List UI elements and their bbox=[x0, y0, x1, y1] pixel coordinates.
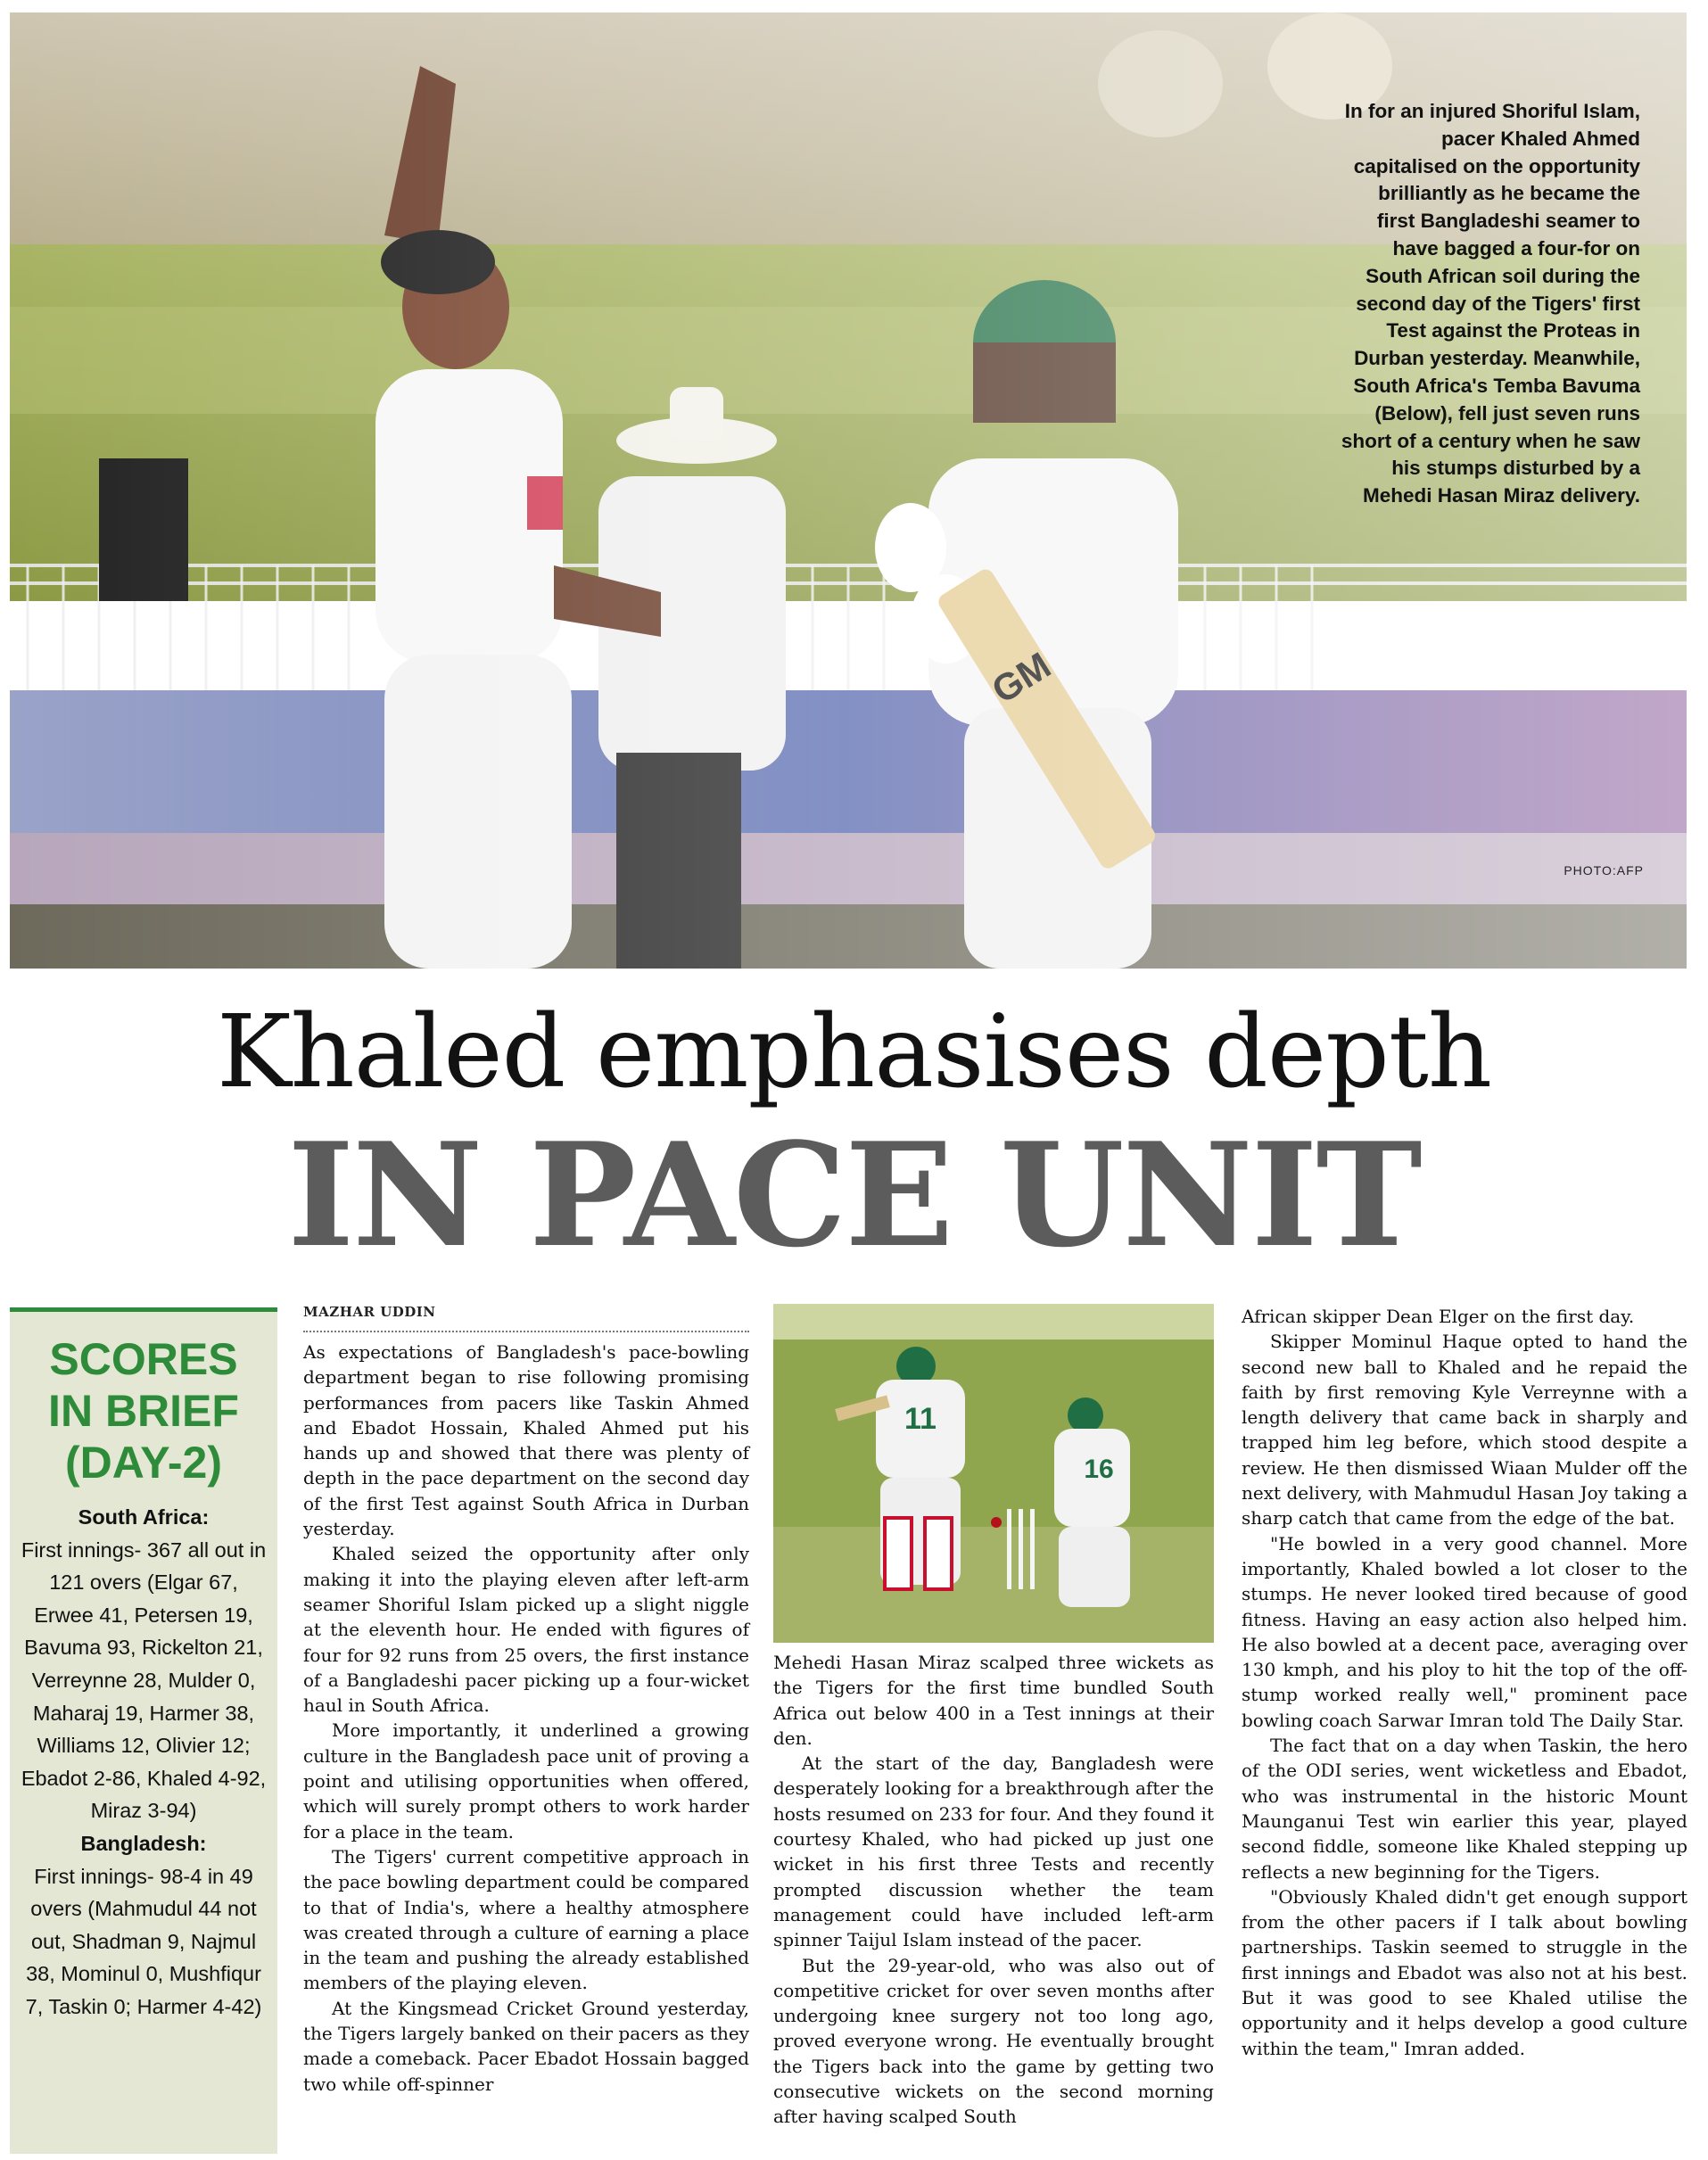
photo-credit: PHOTO:AFP bbox=[1564, 863, 1644, 878]
byline-divider bbox=[303, 1331, 749, 1332]
paragraph: African skipper Dean Elger on the first day. bbox=[1242, 1306, 1635, 1327]
scores-title-line: IN BRIEF bbox=[48, 1386, 239, 1436]
inset-photo bbox=[773, 1304, 1214, 1643]
main-photo bbox=[10, 12, 1687, 969]
paragraph: Mehedi Hasan Miraz scalped three wickets as the Tigers for the first time bundled South Africa out below 400 in a Test innings at their den. bbox=[773, 1652, 1214, 1749]
paragraph: Skipper Mominul Haque opted to hand the second new ball to Khaled and he repaid the faith by first removing Kyle Verreynne with a length delivery that came back in sharply and trapped him leg before, which stood despite a review. He then dismissed Wiaan Mulder off the next delivery, with Mahmudul Hasan Joy taking a sharp catch that came from the edge of the bat. bbox=[1242, 1331, 1687, 1529]
scores-title bbox=[10, 1333, 277, 1488]
scores-body bbox=[10, 1488, 277, 2024]
paragraph: The Tigers' current competitive approach in the pace bowling department could be compared to that of India's, where a healthy atmosphere was created through a culture of earning a place in the team and pushing the already established members of the playing eleven. bbox=[303, 1845, 749, 1994]
article-column-3 bbox=[1242, 1304, 1687, 2061]
team-south-africa-score: First innings- 367 all out in 121 overs (Elgar 67, Erwee 41, Petersen 19, Bavuma 93, Rickelton 21, Verreynne 28, Mulder 0, Maharaj 19, Harmer 38, Williams 12, Olivier 12; Ebadot 2-86, Khaled 4-92, Miraz 3-94) bbox=[21, 1538, 267, 1823]
inset-photo-illustration bbox=[773, 1304, 1214, 1643]
headline-line-1: Khaled emphasises depth bbox=[216, 994, 1491, 1110]
paragraph: More importantly, it underlined a growing culture in the Bangladesh pace unit of proving a point and utilising opportunities when offered, which will surely prompt others to work harder for a place in the team. bbox=[303, 1719, 749, 1843]
scores-title-line: SCORES bbox=[49, 1334, 238, 1384]
scores-title-line: (DAY-2) bbox=[65, 1438, 222, 1488]
byline: MAZHAR UDDIN bbox=[303, 1304, 436, 1320]
paragraph: As expectations of Bangladesh's pace-bowling department began to rise following promising performances from pacers like Taskin Ahmed and Ebadot Hossain, Khaled Ahmed put his hands up and showed that there was plenty of depth in the pace department on the second day of the first Test against South Africa in Durban yesterday. bbox=[303, 1341, 749, 1540]
jersey-number: 16 bbox=[1084, 1455, 1114, 1484]
jersey-number: 11 bbox=[904, 1402, 937, 1436]
team-south-africa: South Africa: bbox=[78, 1505, 210, 1529]
article-column-2 bbox=[773, 1650, 1214, 2130]
paragraph: "Obviously Khaled didn't get enough support from the other pacers if I talk about bowling partnerships. Taskin seemed to struggle in the first innings and Ebadot was also not at his best. But it was good to see Khaled utilise the opportunity and it helps develop a good culture within the team," Imran added. bbox=[1242, 1885, 1687, 2059]
paragraph: At the start of the day, Bangladesh were desperately looking for a breakthrough after the hosts resumed on 233 for four. And they found it courtesy Khaled, who had picked up just one wicket in his first three Tests and recently prompted discussion whether the team management could have included left-arm spinner Taijul Islam instead of the pacer. bbox=[773, 1752, 1214, 1951]
photo-caption: In for an injured Shoriful Islam, pacer Khaled Ahmed capitalised on the opportunity brilliantly as he became the first Bangladeshi seamer to have bagged a four-for on South African soil during the second day of the Tigers' first Test against the Proteas in Durban yesterday. Meanwhile, South Africa's Temba Bavuma (Below), fell just seven runs short of a century when he saw his stumps disturbed by a Mehedi Hasan Miraz delivery. bbox=[1341, 100, 1640, 507]
paragraph: The fact that on a day when Taskin, the hero of the ODI series, went wicketless and Ebadot, who was instrumental in the historic Mount Maunganui Test win earlier this year, played second fiddle, someone like Khaled stepping up reflects a new beginning for the Tigers. bbox=[1242, 1735, 1687, 1883]
scores-in-brief-box bbox=[10, 1307, 277, 2154]
team-bangladesh: Bangladesh: bbox=[80, 1831, 207, 1855]
team-bangladesh-score: First innings- 98-4 in 49 overs (Mahmudul 44 not out, Shadman 9, Najmul 38, Mominul 0, Mushfiqur 7, Taskin 0; Harmer 4-42) bbox=[25, 1864, 262, 2018]
paragraph: But the 29-year-old, who was also out of competitive cricket for over seven months after undergoing knee surgery not too long ago, proved everyone wrong. He eventually brought the Tigers back into the game by getting two consecutive wickets on the second morning after having scalped South bbox=[773, 1954, 1214, 2128]
headline-line-2: IN PACE UNIT bbox=[287, 1111, 1421, 1279]
paragraph: Khaled seized the opportunity after only making it into the playing eleven after left-arm seamer Shoriful Islam picked up a slight niggle at the eleventh hour. He ended with figures of four for 92 runs from 25 overs, the first instance of a Bangladeshi pacer picking up a four-wicket haul in South Africa. bbox=[303, 1543, 749, 1717]
paragraph: At the Kingsmead Cricket Ground yesterday, the Tigers largely banked on their pacers as they made a comeback. Pacer Ebadot Hossain bagged two while off-spinner bbox=[303, 1997, 749, 2095]
article-column-1 bbox=[303, 1340, 749, 2097]
paragraph: "He bowled in a very good channel. More importantly, Khaled bowled a lot closer to the stumps. He never looked tired because of good fitness. Having an easy action also helped him. He also bowled at a decent pace, averaging over 130 kmph, and his ploy to hit the top of the off-stump worked really well," prominent pace bowling coach Sarwar Imran told The Daily Star. bbox=[1242, 1532, 1687, 1731]
